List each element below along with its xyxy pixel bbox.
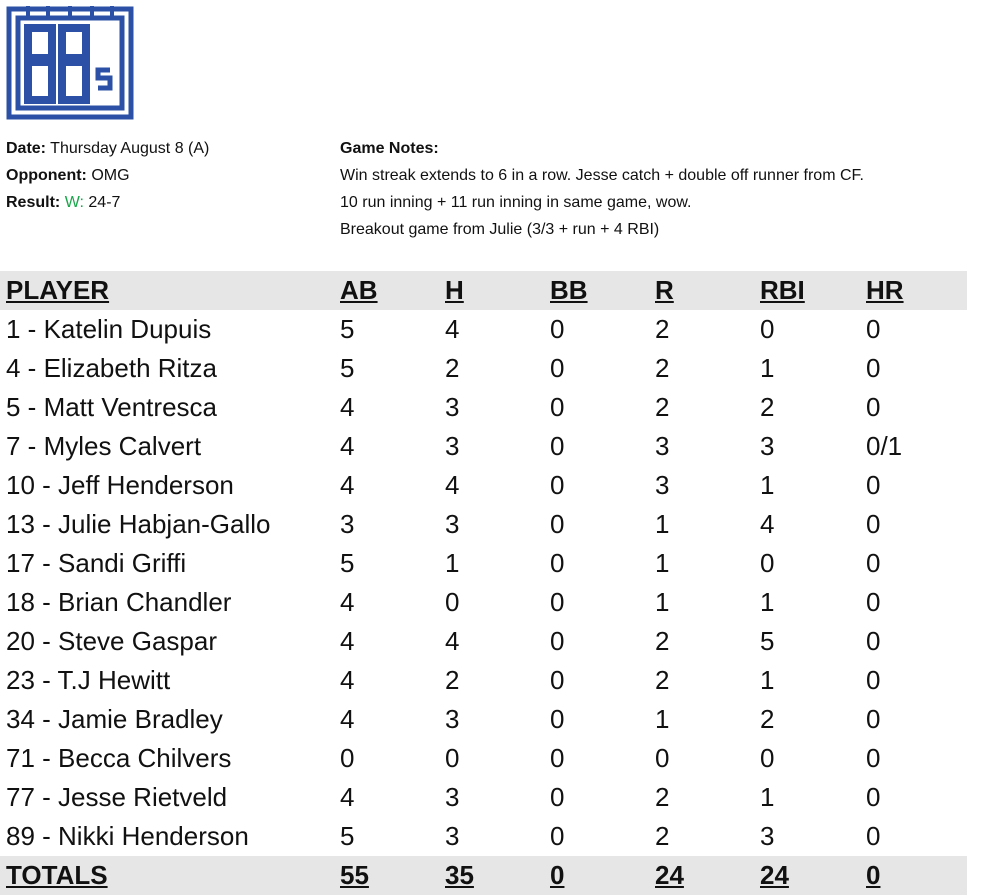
stat-cell-r: 2 (655, 626, 670, 656)
stat-cell-h: 3 (445, 431, 460, 461)
stat-cell-hr: 0 (866, 665, 881, 695)
stat-cell-r: 2 (655, 353, 670, 383)
stat-cell-ab: 4 (340, 626, 355, 656)
player-name-cell: 4 - Elizabeth Ritza (6, 353, 217, 383)
stat-cell-rbi: 5 (760, 626, 775, 656)
stat-cell-bb: 0 (550, 314, 565, 344)
stat-cell-bb: 0 (550, 626, 565, 656)
stat-cell-rbi: 1 (760, 782, 775, 812)
player-row (0, 700, 967, 739)
stat-cell-r: 2 (655, 782, 670, 812)
stat-cell-hr: 0 (866, 392, 881, 422)
stat-cell-bb: 0 (550, 470, 565, 500)
stat-cell-hr: 0 (866, 548, 881, 578)
stat-cell-rbi: 3 (760, 821, 775, 851)
opponent-label: Opponent: (6, 167, 87, 184)
player-row (0, 388, 967, 427)
result-label: Result: (6, 194, 61, 211)
stat-cell-h: 2 (445, 665, 460, 695)
player-name-cell: 10 - Jeff Henderson (6, 470, 234, 500)
date-value: Thursday August 8 (A) (50, 140, 210, 157)
stat-cell-h: 4 (445, 314, 460, 344)
box-score-table (0, 271, 967, 895)
game-notes (340, 135, 864, 243)
stat-cell-h: 3 (445, 704, 460, 734)
stat-cell-bb: 0 (550, 392, 565, 422)
stat-cell-ab: 4 (340, 704, 355, 734)
player-name-cell: 1 - Katelin Dupuis (6, 314, 212, 344)
stat-cell-hr: 0 (866, 587, 881, 617)
player-name-cell: 71 - Becca Chilvers (6, 743, 232, 773)
totals-label: TOTALS (0, 856, 334, 895)
header-row (0, 271, 967, 310)
column-header-ab: AB (334, 271, 439, 310)
player-row (0, 778, 967, 817)
date-label: Date: (6, 140, 47, 157)
column-header-rbi: RBI (754, 271, 860, 310)
stat-cell-ab: 5 (340, 353, 355, 383)
stat-cell-hr: 0 (866, 782, 881, 812)
stat-cell-hr: 0 (866, 821, 881, 851)
player-name-cell: 13 - Julie Habjan-Gallo (6, 509, 271, 539)
stat-cell-r: 2 (655, 314, 670, 344)
result-line (6, 189, 209, 216)
total-cell-hr: 0 (860, 856, 967, 895)
stat-cell-r: 1 (655, 587, 670, 617)
stat-cell-h: 3 (445, 392, 460, 422)
stat-cell-r: 2 (655, 665, 670, 695)
stat-cell-bb: 0 (550, 821, 565, 851)
stat-cell-r: 0 (655, 743, 670, 773)
stat-cell-rbi: 0 (760, 548, 775, 578)
team-88s-logo (6, 6, 134, 120)
stat-cell-rbi: 2 (760, 704, 775, 734)
player-name-cell: 89 - Nikki Henderson (6, 821, 249, 851)
stat-cell-rbi: 2 (760, 392, 775, 422)
opponent-value: OMG (91, 167, 130, 184)
game-notes-label: Game Notes: (340, 140, 439, 157)
stat-cell-bb: 0 (550, 587, 565, 617)
totals-row (0, 856, 967, 895)
opponent-line (6, 162, 209, 189)
stat-cell-bb: 0 (550, 743, 565, 773)
stat-cell-ab: 4 (340, 470, 355, 500)
stat-cell-ab: 5 (340, 314, 355, 344)
stat-cell-ab: 4 (340, 587, 355, 617)
player-rows (0, 310, 967, 856)
stat-cell-ab: 4 (340, 392, 355, 422)
stat-cell-h: 2 (445, 353, 460, 383)
stat-cell-bb: 0 (550, 509, 565, 539)
stat-cell-r: 1 (655, 704, 670, 734)
stat-cell-hr: 0 (866, 626, 881, 656)
total-cell-r: 24 (649, 856, 754, 895)
column-header-hr: HR (860, 271, 967, 310)
stat-cell-h: 3 (445, 509, 460, 539)
stat-cell-rbi: 1 (760, 587, 775, 617)
player-row (0, 622, 967, 661)
stat-cell-rbi: 1 (760, 353, 775, 383)
column-header-h: H (439, 271, 544, 310)
column-header-bb: BB (544, 271, 649, 310)
stat-cell-hr: 0/1 (866, 431, 903, 461)
stat-cell-r: 2 (655, 392, 670, 422)
stat-cell-h: 0 (445, 743, 460, 773)
game-note-line: Win streak extends to 6 in a row. Jesse catch + double off runner from CF. (340, 167, 864, 184)
stat-cell-hr: 0 (866, 743, 881, 773)
stat-cell-h: 3 (445, 782, 460, 812)
stat-cell-hr: 0 (866, 470, 881, 500)
player-row (0, 505, 967, 544)
player-name-cell: 34 - Jamie Bradley (6, 704, 223, 734)
total-cell-ab: 55 (334, 856, 439, 895)
player-row (0, 427, 967, 466)
stat-cell-hr: 0 (866, 509, 881, 539)
stat-cell-r: 3 (655, 470, 670, 500)
stat-cell-r: 2 (655, 821, 670, 851)
stat-cell-bb: 0 (550, 665, 565, 695)
date-line (6, 135, 209, 162)
stat-cell-hr: 0 (866, 314, 881, 344)
stat-cell-rbi: 1 (760, 665, 775, 695)
stat-cell-ab: 3 (340, 509, 355, 539)
stat-cell-hr: 0 (866, 353, 881, 383)
stat-cell-bb: 0 (550, 782, 565, 812)
player-name-cell: 18 - Brian Chandler (6, 587, 232, 617)
result-outcome: W: (64, 194, 84, 211)
player-name-cell: 23 - T.J Hewitt (6, 665, 171, 695)
player-row (0, 739, 967, 778)
stat-cell-bb: 0 (550, 548, 565, 578)
stat-cell-bb: 0 (550, 704, 565, 734)
column-header-r: R (649, 271, 754, 310)
stat-cell-rbi: 1 (760, 470, 775, 500)
column-header-player: PLAYER (0, 271, 334, 310)
player-name-cell: 77 - Jesse Rietveld (6, 782, 228, 812)
stat-cell-ab: 4 (340, 431, 355, 461)
stat-cell-ab: 4 (340, 665, 355, 695)
game-note-line: 10 run inning + 11 run inning in same game, wow. (340, 194, 692, 211)
stat-cell-ab: 5 (340, 821, 355, 851)
player-row (0, 349, 967, 388)
stat-cell-h: 4 (445, 470, 460, 500)
player-row (0, 661, 967, 700)
stat-cell-h: 0 (445, 587, 460, 617)
stat-cell-bb: 0 (550, 353, 565, 383)
stat-cell-rbi: 3 (760, 431, 775, 461)
stat-cell-ab: 5 (340, 548, 355, 578)
stat-cell-h: 1 (445, 548, 460, 578)
game-info (6, 135, 209, 216)
stat-cell-h: 4 (445, 626, 460, 656)
stat-cell-rbi: 0 (760, 314, 775, 344)
stat-cell-r: 1 (655, 509, 670, 539)
total-cell-rbi: 24 (754, 856, 860, 895)
total-cell-bb: 0 (544, 856, 649, 895)
player-row (0, 466, 967, 505)
stat-cell-rbi: 0 (760, 743, 775, 773)
player-name-cell: 17 - Sandi Griffi (6, 548, 187, 578)
player-row (0, 310, 967, 349)
player-row (0, 544, 967, 583)
stat-cell-r: 3 (655, 431, 670, 461)
player-name-cell: 20 - Steve Gaspar (6, 626, 217, 656)
stat-cell-h: 3 (445, 821, 460, 851)
total-cell-h: 35 (439, 856, 544, 895)
result-score: 24-7 (88, 194, 121, 211)
stat-cell-ab: 4 (340, 782, 355, 812)
stat-cell-r: 1 (655, 548, 670, 578)
game-note-line: Breakout game from Julie (3/3 + run + 4 RBI) (340, 221, 660, 238)
player-name-cell: 7 - Myles Calvert (6, 431, 202, 461)
player-row (0, 817, 967, 856)
stat-cell-ab: 0 (340, 743, 355, 773)
stat-cell-rbi: 4 (760, 509, 775, 539)
player-name-cell: 5 - Matt Ventresca (6, 392, 217, 422)
player-row (0, 583, 967, 622)
stat-cell-bb: 0 (550, 431, 565, 461)
stat-cell-hr: 0 (866, 704, 881, 734)
